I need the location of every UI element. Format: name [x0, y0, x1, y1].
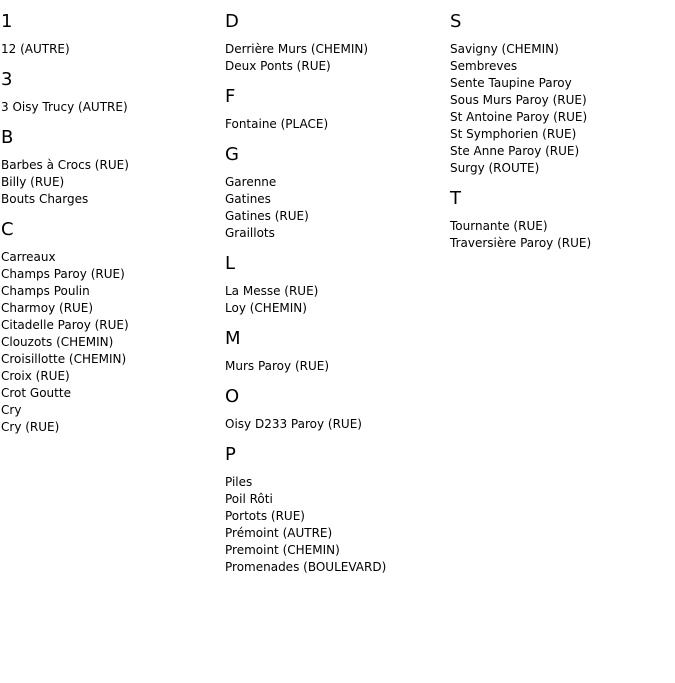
street-link[interactable]: Fontaine (PLACE): [225, 117, 329, 131]
letter-heading: L: [225, 253, 236, 274]
street-link[interactable]: Graillots: [225, 226, 275, 240]
letter-group-g: [225, 144, 450, 242]
street-link[interactable]: Cry: [1, 403, 22, 417]
street-link[interactable]: Loy (CHEMIN): [225, 301, 307, 315]
street-link[interactable]: St Symphorien (RUE): [450, 127, 577, 141]
index-column-3: [450, 11, 675, 263]
letter-heading: O: [225, 386, 240, 407]
street-link[interactable]: Crot Goutte: [1, 386, 71, 400]
letter-group-b: [1, 127, 226, 208]
street-link[interactable]: Garenne: [225, 175, 277, 189]
letter-group-p: [225, 444, 450, 576]
street-link[interactable]: Croix (RUE): [1, 369, 70, 383]
street-link[interactable]: Portots (RUE): [225, 509, 305, 523]
letter-group-s: [450, 11, 675, 177]
street-link[interactable]: Savigny (CHEMIN): [450, 42, 559, 56]
index-column-2: [225, 11, 450, 587]
street-link[interactable]: Citadelle Paroy (RUE): [1, 318, 129, 332]
street-link[interactable]: Barbes à Crocs (RUE): [1, 158, 129, 172]
letter-heading: F: [225, 86, 236, 107]
street-link[interactable]: Deux Ponts (RUE): [225, 59, 331, 73]
street-link[interactable]: 12 (AUTRE): [1, 42, 70, 56]
street-link[interactable]: Cry (RUE): [1, 420, 60, 434]
letter-group-f: [225, 86, 450, 133]
street-link[interactable]: Gatines: [225, 192, 271, 206]
letter-heading: T: [450, 188, 461, 209]
letter-heading: C: [1, 219, 14, 240]
street-link[interactable]: Croisillotte (CHEMIN): [1, 352, 127, 366]
street-link[interactable]: Oisy D233 Paroy (RUE): [225, 417, 362, 431]
letter-group-t: [450, 188, 675, 252]
letter-group-c: [1, 219, 226, 436]
letter-heading: M: [225, 328, 241, 349]
street-link[interactable]: Bouts Charges: [1, 192, 89, 206]
letter-heading: B: [1, 127, 14, 148]
street-link[interactable]: Charmoy (RUE): [1, 301, 94, 315]
street-link[interactable]: Promenades (BOULEVARD): [225, 560, 387, 574]
letter-heading: 1: [1, 11, 13, 32]
street-link[interactable]: Billy (RUE): [1, 175, 65, 189]
letter-heading: S: [450, 11, 462, 32]
letter-group-l: [225, 253, 450, 317]
street-link[interactable]: Premoint (CHEMIN): [225, 543, 340, 557]
street-link[interactable]: Murs Paroy (RUE): [225, 359, 330, 373]
street-link[interactable]: Carreaux: [1, 250, 56, 264]
street-link[interactable]: Tournante (RUE): [450, 219, 548, 233]
street-link[interactable]: Derrière Murs (CHEMIN): [225, 42, 369, 56]
letter-heading: G: [225, 144, 239, 165]
street-link[interactable]: St Antoine Paroy (RUE): [450, 110, 588, 124]
letter-group-1: [1, 11, 226, 58]
letter-group-o: [225, 386, 450, 433]
street-link[interactable]: Champs Paroy (RUE): [1, 267, 125, 281]
letter-heading: 3: [1, 69, 13, 90]
street-link[interactable]: Sembreves: [450, 59, 518, 73]
street-link[interactable]: Sous Murs Paroy (RUE): [450, 93, 587, 107]
street-link[interactable]: Ste Anne Paroy (RUE): [450, 144, 580, 158]
street-link[interactable]: Gatines (RUE): [225, 209, 309, 223]
street-link[interactable]: Traversière Paroy (RUE): [450, 236, 592, 250]
street-link[interactable]: 3 Oisy Trucy (AUTRE): [1, 100, 128, 114]
letter-heading: D: [225, 11, 239, 32]
letter-heading: P: [225, 444, 236, 465]
letter-group-d: [225, 11, 450, 75]
street-link[interactable]: Champs Poulin: [1, 284, 90, 298]
letter-group-m: [225, 328, 450, 375]
street-link[interactable]: Clouzots (CHEMIN): [1, 335, 114, 349]
street-link[interactable]: Piles: [225, 475, 253, 489]
street-link[interactable]: Surgy (ROUTE): [450, 161, 540, 175]
index-column-1: [1, 11, 226, 447]
street-link[interactable]: Prémoint (AUTRE): [225, 526, 333, 540]
letter-group-3: [1, 69, 226, 116]
street-link[interactable]: Sente Taupine Paroy: [450, 76, 572, 90]
street-link[interactable]: La Messe (RUE): [225, 284, 319, 298]
street-link[interactable]: Poil Rôti: [225, 492, 273, 506]
